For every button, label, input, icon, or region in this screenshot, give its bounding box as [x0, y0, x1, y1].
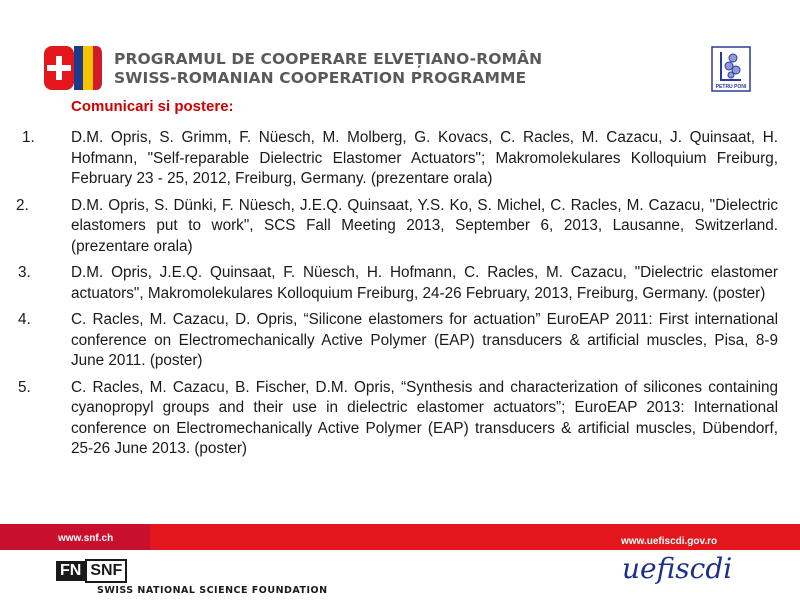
- list-item: [0, 310, 800, 372]
- petru-poni-institute-logo: [711, 46, 751, 92]
- list-item-number: 2.: [16, 196, 29, 214]
- list-item-text: C. Racles, M. Cazacu, B. Fischer, D.M. Opris, “Synthesis and characterization of silicones containing cyanopropyl groups and their use in dielectric elastomer actuators”; EuroEAP 2013: International conference on Electromechanically Active Polymer (EAP) transducers & artificial muscles, Dübendorf, 25-26 June 2013. (poster): [71, 378, 778, 457]
- list-item: [0, 263, 800, 304]
- programme-title-ro: PROGRAMUL DE COOPERARE ELVEȚIANO-ROMÂN: [114, 50, 543, 68]
- snf-full-name: SWISS NATIONAL SCIENCE FOUNDATION: [97, 585, 328, 596]
- uefiscdi-logo: uefiscdi: [622, 552, 733, 585]
- list-item: [0, 128, 800, 190]
- list-item-number: 4.: [18, 311, 31, 328]
- petru-poni-caption: PETRU PONI: [715, 84, 747, 90]
- snf-logo-snf: SNF: [85, 559, 127, 583]
- snf-logo-fn: FN: [56, 561, 85, 581]
- list-item-number: 1.: [22, 129, 35, 146]
- list-item-text: D.M. Opris, J.E.Q. Quinsaat, F. Nüesch, H. Hofmann, C. Racles, M. Cazacu, "Dielectric elastomer actuators", Makromolekulares Kolloquium Freiburg, 24-26 February, 2013, Freiburg, Germany. (poster): [71, 264, 778, 302]
- programme-title: [114, 50, 542, 88]
- snf-website-link[interactable]: www.snf.ch: [58, 533, 114, 544]
- snf-logo: [56, 560, 127, 582]
- list-item-text: C. Racles, M. Cazacu, D. Opris, “Silicone elastomers for actuation” EuroEAP 2011: First international conference on Electromechanically Active Polymer (EAP) transducers & artificial muscles, Pisa, 8-9 June 2011. (poster): [71, 311, 778, 369]
- list-item-text: D.M. Opris, S. Dünki, F. Nüesch, J.E.Q. Quinsaat, Y.S. Ko, S. Michel, C. Racles, M. Cazacu, "Dielectric elastomers put to work", SCS Fall Meeting 2013, September 6, 2013, Lausanne, Switzerland. (prezentare orala): [71, 196, 778, 255]
- list-item-number: 5.: [18, 378, 31, 396]
- programme-title-en: SWISS-ROMANIAN COOPERATION PROGRAMME: [114, 69, 527, 87]
- swiss-romanian-flag-logo: [44, 46, 102, 90]
- list-item: [0, 378, 800, 460]
- list-item: [0, 196, 800, 258]
- section-title: Comunicari si postere:: [71, 98, 234, 115]
- list-item-number: 3.: [18, 264, 31, 281]
- uefiscdi-website-link[interactable]: www.uefiscdi.gov.ro: [621, 536, 718, 547]
- list-item-text: D.M. Opris, S. Grimm, F. Nüesch, M. Molberg, G. Kovacs, C. Racles, M. Cazacu, J. Quinsaat, H. Hofmann, "Self-reparable Dielectric Elastomer Actuators"; Makromolekulares Kolloquium Freiburg, February 23 - 25, 2012, Freiburg, Germany. (prezentare orala): [71, 129, 778, 187]
- publication-list: [0, 128, 800, 466]
